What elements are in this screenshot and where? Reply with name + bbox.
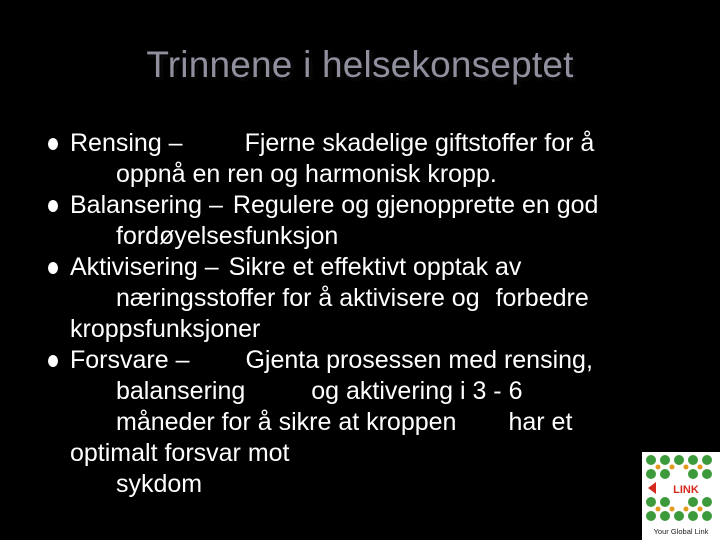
bullet-text: optimalt forsvar mot: [70, 439, 290, 467]
bullet-item-rensing: [40, 128, 680, 190]
bullet-list: [40, 128, 680, 500]
page-title: Trinnene i helsekonseptet: [146, 44, 574, 85]
bullet-dot-icon: [48, 138, 58, 150]
bullet-text: Fjerne skadelige giftstoffer for å: [244, 129, 595, 157]
bullet-term: Rensing –: [70, 129, 183, 157]
bullet-dot-icon: [48, 262, 58, 274]
bullet-text: måneder for å sikre at kroppen: [116, 408, 457, 436]
bullet-text: oppnå en ren og harmonisk kropp.: [116, 160, 497, 188]
bullet-text: forbedre: [495, 284, 589, 312]
bullet-text: balansering: [116, 377, 246, 405]
bullet-text: næringsstoffer for å aktivisere og: [116, 284, 480, 312]
bullet-text: har et: [508, 408, 573, 436]
logo-graphic: [642, 452, 720, 540]
bullet-item-forsvare: [40, 345, 680, 500]
bullet-text: Gjenta prosessen med rensing,: [245, 346, 593, 374]
logo-tagline: Your Global Link: [653, 527, 709, 536]
company-logo: [642, 452, 720, 540]
bullet-text: Sikre et effektivt opptak av: [228, 253, 522, 281]
bullet-term: Aktivisering –: [70, 253, 219, 281]
bullet-dot-icon: [48, 200, 58, 212]
bullet-text: sykdom: [116, 470, 203, 498]
logo-brand-text: LINK: [673, 484, 699, 496]
bullet-term: Balansering –: [70, 191, 223, 219]
bullet-item-balansering: [40, 190, 680, 252]
bullet-text: og aktivering i 3 - 6: [311, 377, 523, 405]
bullet-term: Forsvare –: [70, 346, 190, 374]
bullet-text: fordøyelsesfunksjon: [116, 222, 339, 250]
bullet-text: kroppsfunksjoner: [70, 315, 261, 343]
bullet-item-aktivisering: [40, 252, 680, 345]
bullet-text: Regulere og gjenopprette en god: [232, 191, 599, 219]
bullet-dot-icon: [48, 355, 58, 367]
